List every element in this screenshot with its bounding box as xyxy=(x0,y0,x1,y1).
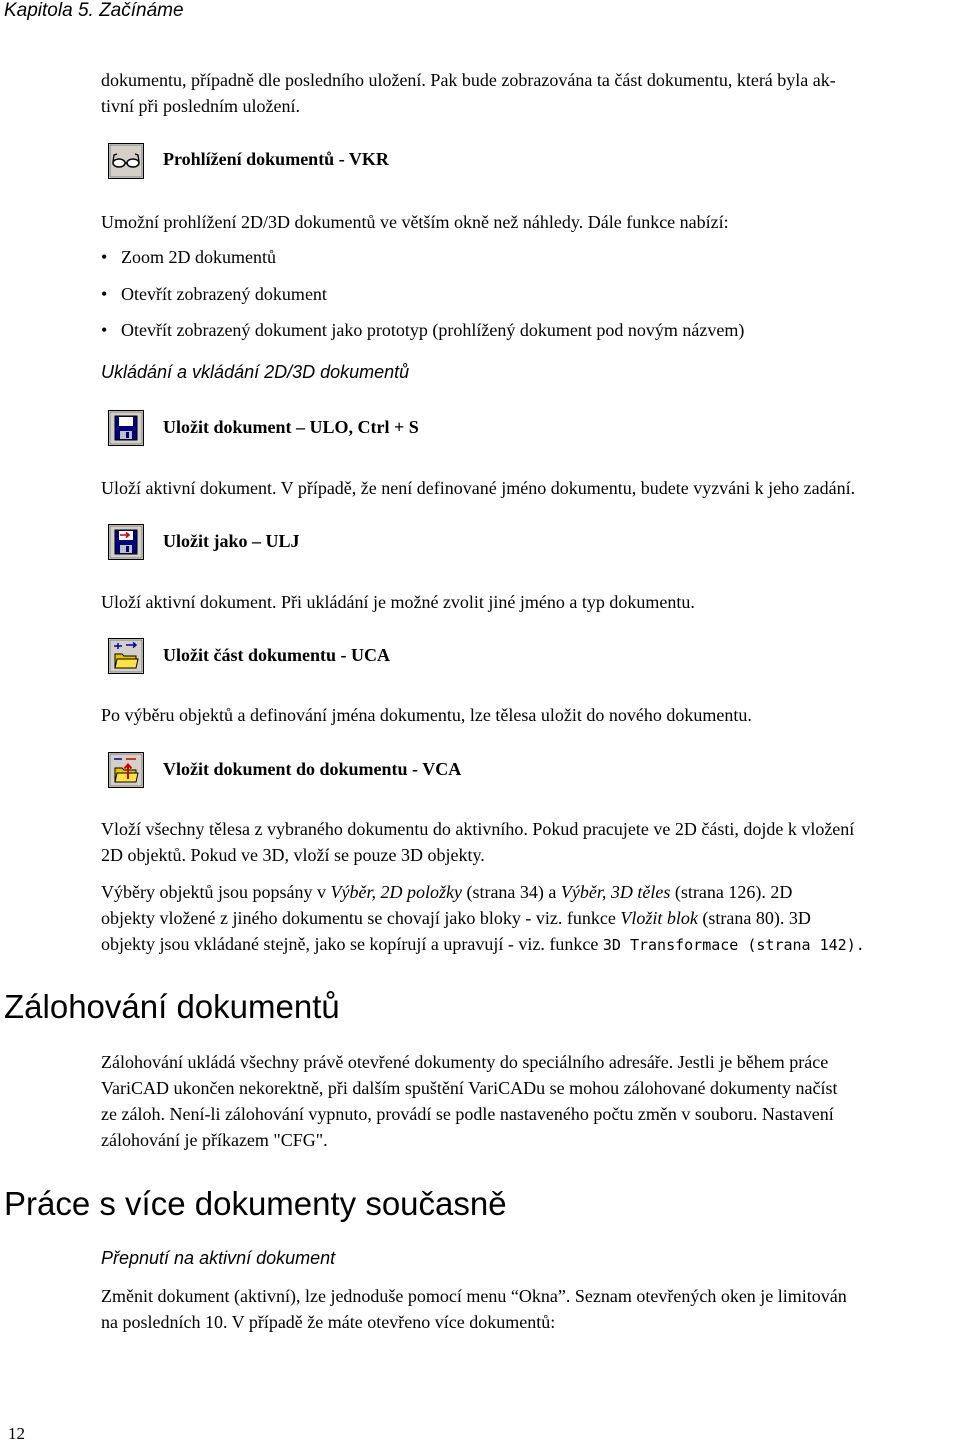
subtitle-switch-doc: Přepnutí na aktivní dokument xyxy=(101,1248,336,1268)
insert-p2-line-1: Výběry objektů jsou popsány v Výběr, 2D položky (strana 34) a Výběr, 3D těles (strana 126). 2D xyxy=(101,882,793,902)
link-insert-block[interactable]: Vložit blok xyxy=(620,908,698,928)
insert-p2-line-3: objekty jsou vkládané stejně, jako se kopírují a upravují - viz. funkce 3D Transformace (strana 142). xyxy=(101,934,865,954)
save-as-desc: Uloží aktivní dokument. Při ukládání je možné zvolit jiné jméno a typ dokumentu. xyxy=(101,592,695,612)
chapter-header: Kapitola 5. Začínáme xyxy=(4,0,184,21)
insert-desc-line-1: Vloží všechny tělesa z vybraného dokumentu do aktivního. Pokud pracujete ve 2D části, dojde k vložení xyxy=(101,819,855,839)
link-selection-2d[interactable]: Výběr, 2D položky xyxy=(330,882,462,902)
insert-title: Vložit dokument do dokumentu - VCA xyxy=(163,759,462,779)
floppy-disk-icon xyxy=(108,410,144,446)
multi-line-1: Změnit dokument (aktivní), lze jednoduše pomocí menu “Okna”. Seznam otevřených oken je limitován xyxy=(101,1286,847,1306)
section-subtitle-saving: Ukládání a vkládání 2D/3D dokumentů xyxy=(101,362,410,382)
save-desc: Uloží aktivní dokument. V případě, že není definované jméno dokumentu, budete vyzváni k jeho zadání. xyxy=(101,478,856,498)
insert-desc-line-2: 2D objektů. Pokud ve 3D, vloží se pouze 3D objekty. xyxy=(101,845,485,865)
folder-save-part-icon xyxy=(108,638,144,674)
backup-line-2: VariCAD ukončen nekorektně, při dalším spuštění VariCADu se mohou zálohované dokumenty načíst xyxy=(101,1078,838,1098)
intro-line-2: tivní při posledním uložení. xyxy=(101,96,300,116)
bullet-item: • Otevřít zobrazený dokument jako prototyp (prohlížený dokument pod novým názvem) xyxy=(101,320,745,340)
preview-title: Prohlížení dokumentů - VKR xyxy=(163,149,389,169)
bullet-item: • Zoom 2D dokumentů xyxy=(101,247,276,267)
save-as-title: Uložit jako – ULJ xyxy=(163,531,300,551)
backup-line-3: ze záloh. Není-li zálohování vypnuto, provádí se podle nastaveného počtu změn v souboru. Nastavení xyxy=(101,1104,834,1124)
multi-line-2: na posledních 10. V případě že máte otevřeno více dokumentů: xyxy=(101,1312,556,1332)
insert-p2-line-2: objekty vložené z jiného dokumentu se chovají jako bloky - viz. funkce Vložit blok (strana 80). 3D xyxy=(101,908,811,928)
backup-line-1: Zálohování ukládá všechny právě otevřené dokumenty do speciálního adresáře. Jestli je během práce xyxy=(101,1052,829,1072)
save-part-title: Uložit část dokumentu - UCA xyxy=(163,645,390,665)
heading-backup: Zálohování dokumentů xyxy=(4,988,340,1025)
link-selection-3d[interactable]: Výběr, 3D těles xyxy=(560,882,671,902)
heading-multi-docs: Práce s více dokumenty současně xyxy=(4,1185,507,1222)
backup-line-4: zálohování je příkazem "CFG". xyxy=(101,1130,328,1150)
preview-desc: Umožní prohlížení 2D/3D dokumentů ve větším okně než náhledy. Dále funkce nabízí: xyxy=(101,212,729,232)
floppy-arrow-icon xyxy=(108,524,144,560)
link-3d-transform[interactable]: 3D Transformace xyxy=(602,936,739,954)
bullet-item: • Otevřít zobrazený dokument xyxy=(101,284,327,304)
page-number: 12 xyxy=(8,1424,25,1443)
save-part-desc: Po výběru objektů a definování jména dokumentu, lze tělesa uložit do nového dokumentu. xyxy=(101,705,752,725)
glasses-icon xyxy=(108,143,144,179)
save-title: Uložit dokument – ULO, Ctrl + S xyxy=(163,417,419,437)
folder-insert-icon xyxy=(108,752,144,788)
intro-line-1: dokumentu, případně dle posledního uložení. Pak bude zobrazována ta část dokumentu, která byla ak- xyxy=(101,70,836,90)
